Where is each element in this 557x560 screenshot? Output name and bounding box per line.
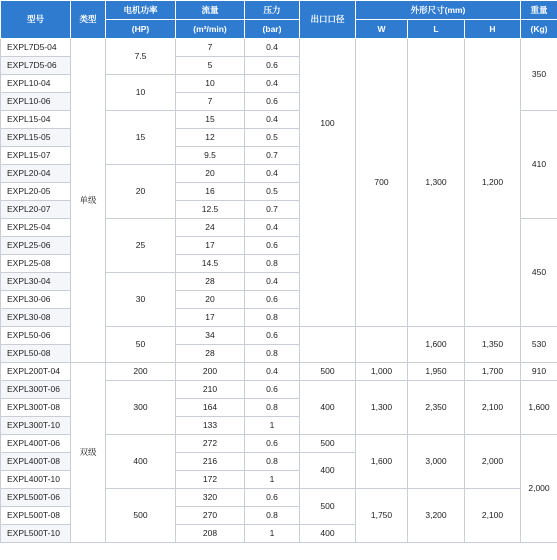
model-cell: EXPL25-08 bbox=[1, 255, 71, 273]
pressure-cell: 0.8 bbox=[245, 345, 300, 363]
flow-cell: 216 bbox=[176, 453, 245, 471]
weight-cell: 2,000 bbox=[521, 435, 557, 543]
pressure-cell: 1 bbox=[245, 471, 300, 489]
outlet-cell: 500 bbox=[300, 363, 356, 381]
header-motor-power-unit: (HP) bbox=[106, 20, 176, 39]
dim-w-cell: 1,600 bbox=[356, 435, 408, 489]
model-cell: EXPL300T-10 bbox=[1, 417, 71, 435]
flow-cell: 16 bbox=[176, 183, 245, 201]
model-cell: EXPL30-04 bbox=[1, 273, 71, 291]
dim-l-cell: 1,600 bbox=[408, 327, 465, 363]
dim-h-cell: 1,700 bbox=[465, 363, 521, 381]
flow-cell: 208 bbox=[176, 525, 245, 543]
model-cell: EXPL15-05 bbox=[1, 129, 71, 147]
outlet-cell: 500 bbox=[300, 489, 356, 525]
table-row bbox=[1, 39, 557, 57]
model-cell: EXPL500T-10 bbox=[1, 525, 71, 543]
dim-w-cell-empty bbox=[356, 327, 408, 363]
weight-cell: 450 bbox=[521, 219, 557, 327]
header-weight: 重量 bbox=[521, 1, 557, 20]
pressure-cell: 0.8 bbox=[245, 255, 300, 273]
outlet-cell: 400 bbox=[300, 453, 356, 489]
dim-l-cell: 1,300 bbox=[408, 39, 465, 327]
outlet-cell: 400 bbox=[300, 525, 356, 543]
header-outlet: 出口口径 bbox=[300, 1, 356, 39]
pressure-cell: 0.4 bbox=[245, 219, 300, 237]
pressure-cell: 0.6 bbox=[245, 291, 300, 309]
power-cell: 10 bbox=[106, 75, 176, 111]
model-cell: EXPL15-04 bbox=[1, 111, 71, 129]
pressure-cell: 0.8 bbox=[245, 507, 300, 525]
pressure-cell: 0.5 bbox=[245, 183, 300, 201]
type-cell: 单级 bbox=[71, 39, 106, 363]
header-weight-unit: (Kg) bbox=[521, 20, 557, 39]
flow-cell: 270 bbox=[176, 507, 245, 525]
power-cell: 20 bbox=[106, 165, 176, 219]
dim-l-cell: 3,000 bbox=[408, 435, 465, 489]
model-cell: EXPL10-06 bbox=[1, 93, 71, 111]
power-cell: 25 bbox=[106, 219, 176, 273]
model-cell: EXPL30-06 bbox=[1, 291, 71, 309]
weight-cell: 410 bbox=[521, 111, 557, 219]
flow-cell: 14.5 bbox=[176, 255, 245, 273]
model-cell: EXPL50-08 bbox=[1, 345, 71, 363]
pressure-cell: 0.4 bbox=[245, 111, 300, 129]
flow-cell: 172 bbox=[176, 471, 245, 489]
flow-cell: 210 bbox=[176, 381, 245, 399]
type-cell: 双级 bbox=[71, 363, 106, 543]
pressure-cell: 0.4 bbox=[245, 165, 300, 183]
header-type: 类型 bbox=[71, 1, 106, 39]
pressure-cell: 0.6 bbox=[245, 93, 300, 111]
outlet-cell: 100 bbox=[300, 39, 356, 327]
model-cell: EXPL7D5-06 bbox=[1, 57, 71, 75]
header-pressure: 压力 bbox=[245, 1, 300, 20]
model-cell: EXPL25-04 bbox=[1, 219, 71, 237]
pressure-cell: 0.4 bbox=[245, 273, 300, 291]
pressure-cell: 0.8 bbox=[245, 399, 300, 417]
header-dimensions: 外形尺寸(mm) bbox=[356, 1, 521, 20]
flow-cell: 200 bbox=[176, 363, 245, 381]
header-dim-h: H bbox=[465, 20, 521, 39]
power-cell: 7.5 bbox=[106, 39, 176, 75]
flow-cell: 7 bbox=[176, 93, 245, 111]
weight-cell: 530 bbox=[521, 327, 557, 363]
flow-cell: 20 bbox=[176, 291, 245, 309]
model-cell: EXPL15-07 bbox=[1, 147, 71, 165]
dim-w-cell: 1,000 bbox=[356, 363, 408, 381]
dim-w-cell: 1,750 bbox=[356, 489, 408, 543]
pressure-cell: 1 bbox=[245, 525, 300, 543]
pressure-cell: 0.4 bbox=[245, 39, 300, 57]
pressure-cell: 0.6 bbox=[245, 435, 300, 453]
header-pressure-unit: (bar) bbox=[245, 20, 300, 39]
model-cell: EXPL400T-08 bbox=[1, 453, 71, 471]
flow-cell: 20 bbox=[176, 165, 245, 183]
flow-cell: 320 bbox=[176, 489, 245, 507]
model-cell: EXPL200T-04 bbox=[1, 363, 71, 381]
model-cell: EXPL400T-06 bbox=[1, 435, 71, 453]
pressure-cell: 0.6 bbox=[245, 489, 300, 507]
power-cell: 300 bbox=[106, 381, 176, 435]
outlet-cell: 400 bbox=[300, 381, 356, 435]
header-flow-unit: (m³/min) bbox=[176, 20, 245, 39]
flow-cell: 10 bbox=[176, 75, 245, 93]
power-cell: 50 bbox=[106, 327, 176, 363]
model-cell: EXPL400T-10 bbox=[1, 471, 71, 489]
flow-cell: 34 bbox=[176, 327, 245, 345]
power-cell: 400 bbox=[106, 435, 176, 489]
table-row bbox=[1, 363, 557, 381]
pressure-cell: 0.8 bbox=[245, 309, 300, 327]
weight-cell: 350 bbox=[521, 39, 557, 111]
header-model: 型号 bbox=[1, 1, 71, 39]
dim-l-cell: 1,950 bbox=[408, 363, 465, 381]
flow-cell: 17 bbox=[176, 237, 245, 255]
pressure-cell: 0.6 bbox=[245, 57, 300, 75]
flow-cell: 272 bbox=[176, 435, 245, 453]
dim-h-cell: 2,100 bbox=[465, 489, 521, 543]
power-cell: 500 bbox=[106, 489, 176, 543]
dim-w-cell: 1,300 bbox=[356, 381, 408, 435]
flow-cell: 15 bbox=[176, 111, 245, 129]
flow-cell: 17 bbox=[176, 309, 245, 327]
pressure-cell: 0.7 bbox=[245, 201, 300, 219]
model-cell: EXPL7D5-04 bbox=[1, 39, 71, 57]
pressure-cell: 0.4 bbox=[245, 363, 300, 381]
flow-cell: 12.5 bbox=[176, 201, 245, 219]
model-cell: EXPL500T-08 bbox=[1, 507, 71, 525]
pressure-cell: 1 bbox=[245, 417, 300, 435]
model-cell: EXPL300T-08 bbox=[1, 399, 71, 417]
model-cell: EXPL25-06 bbox=[1, 237, 71, 255]
header-flow: 流量 bbox=[176, 1, 245, 20]
model-cell: EXPL300T-06 bbox=[1, 381, 71, 399]
flow-cell: 24 bbox=[176, 219, 245, 237]
flow-cell: 164 bbox=[176, 399, 245, 417]
weight-cell: 1,600 bbox=[521, 381, 557, 435]
flow-cell: 12 bbox=[176, 129, 245, 147]
model-cell: EXPL10-04 bbox=[1, 75, 71, 93]
flow-cell: 9.5 bbox=[176, 147, 245, 165]
dim-l-cell: 3,200 bbox=[408, 489, 465, 543]
pressure-cell: 0.8 bbox=[245, 453, 300, 471]
flow-cell: 5 bbox=[176, 57, 245, 75]
pressure-cell: 0.6 bbox=[245, 327, 300, 345]
model-cell: EXPL20-07 bbox=[1, 201, 71, 219]
dim-h-cell: 1,200 bbox=[465, 39, 521, 327]
model-cell: EXPL20-05 bbox=[1, 183, 71, 201]
pressure-cell: 0.5 bbox=[245, 129, 300, 147]
pressure-cell: 0.4 bbox=[245, 75, 300, 93]
dim-w-cell: 700 bbox=[356, 39, 408, 327]
model-cell: EXPL500T-06 bbox=[1, 489, 71, 507]
pressure-cell: 0.6 bbox=[245, 237, 300, 255]
model-cell: EXPL50-06 bbox=[1, 327, 71, 345]
dim-h-cell: 1,350 bbox=[465, 327, 521, 363]
header-motor-power: 电机功率 bbox=[106, 1, 176, 20]
flow-cell: 28 bbox=[176, 345, 245, 363]
power-cell: 15 bbox=[106, 111, 176, 165]
flow-cell: 28 bbox=[176, 273, 245, 291]
dim-h-cell: 2,000 bbox=[465, 435, 521, 489]
outlet-cell-empty bbox=[300, 327, 356, 363]
header-row-1 bbox=[1, 1, 557, 20]
power-cell: 30 bbox=[106, 273, 176, 327]
header-dim-l: L bbox=[408, 20, 465, 39]
pressure-cell: 0.6 bbox=[245, 381, 300, 399]
outlet-cell: 500 bbox=[300, 435, 356, 453]
pressure-cell: 0.7 bbox=[245, 147, 300, 165]
dim-h-cell: 2,100 bbox=[465, 381, 521, 435]
header-dim-w: W bbox=[356, 20, 408, 39]
flow-cell: 133 bbox=[176, 417, 245, 435]
flow-cell: 7 bbox=[176, 39, 245, 57]
model-cell: EXPL30-08 bbox=[1, 309, 71, 327]
dim-l-cell: 2,350 bbox=[408, 381, 465, 435]
model-cell: EXPL20-04 bbox=[1, 165, 71, 183]
power-cell: 200 bbox=[106, 363, 176, 381]
weight-cell: 910 bbox=[521, 363, 557, 381]
